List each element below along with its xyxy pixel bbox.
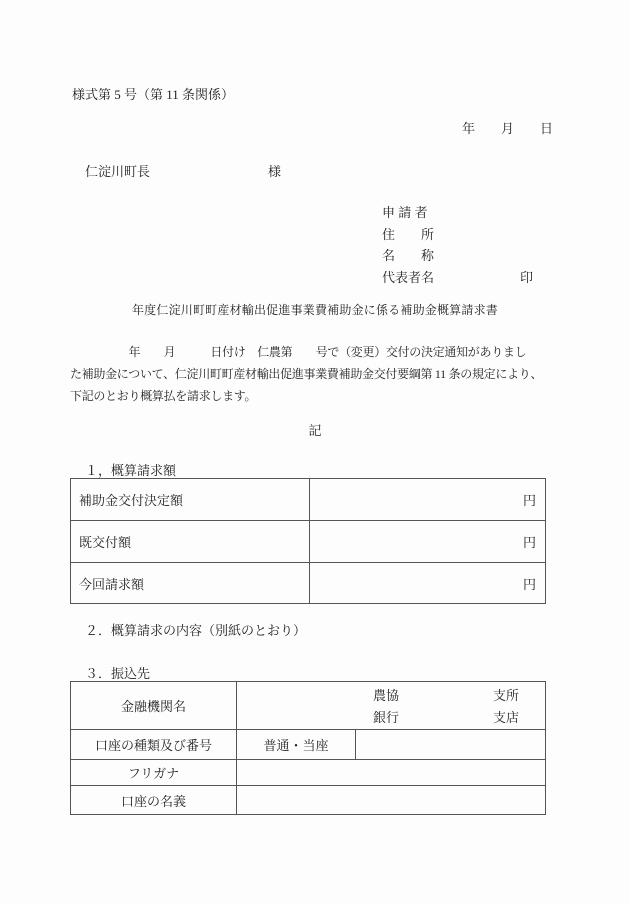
unit-label: 円 xyxy=(522,576,536,592)
body-line-1: 年 月 日付け 仁農第 号で（変更）交付の決定通知がありまし xyxy=(70,345,527,359)
furigana-cell xyxy=(237,760,546,786)
branch-type-branch: 支店 xyxy=(493,710,520,725)
table-row-requested-amount xyxy=(71,563,546,604)
table-row-bank-name xyxy=(71,682,546,730)
body-paragraph xyxy=(70,341,590,407)
section1-heading: １，概算請求額 xyxy=(85,463,177,478)
bank-type-bank: 銀行 xyxy=(373,710,400,725)
unit-label: 円 xyxy=(522,535,536,550)
row-label: 補助金交付決定額 xyxy=(71,479,310,521)
account-holder-label: 口座の名義 xyxy=(71,786,237,815)
amount-value-cell xyxy=(310,521,546,563)
applicant-address-label: 住 所 xyxy=(382,226,435,242)
row-label: 今回請求額 xyxy=(71,563,310,604)
estimate-amount-table xyxy=(70,478,546,604)
addressee-name: 仁淀川町長 xyxy=(85,164,151,179)
body-line-3: 下記のとおり概算払を請求します。 xyxy=(70,389,257,403)
seal-mark: 印 xyxy=(520,270,534,285)
applicant-name-label: 名 称 xyxy=(382,248,435,264)
applicant-representative-label: 代表者名 xyxy=(382,270,435,286)
bank-transfer-table xyxy=(70,681,546,815)
date-line: 年 月 日 xyxy=(461,121,553,136)
unit-label: 円 xyxy=(522,493,536,508)
section2-heading: ２．概算請求の内容（別紙のとおり） xyxy=(85,623,307,638)
amount-value-cell xyxy=(310,563,546,604)
amount-value-cell xyxy=(310,479,546,521)
table-row-paid-amount xyxy=(71,521,546,563)
row-label: 既交付額 xyxy=(71,521,310,563)
body-line-2: た補助金について、仁淀川町町産材輸出促進事業費補助金交付要綱第 11 条の規定により、 xyxy=(70,367,543,381)
bank-type-line-1 xyxy=(237,685,545,707)
table-row-decision-amount xyxy=(71,479,546,521)
table-row-account-type xyxy=(71,730,546,760)
account-holder-cell xyxy=(237,786,546,815)
account-number-cell xyxy=(356,730,546,760)
branch-type-office: 支所 xyxy=(493,688,520,703)
bank-name-cell xyxy=(237,682,546,730)
applicant-block xyxy=(382,202,434,289)
furigana-label: フリガナ xyxy=(71,760,237,786)
bank-type-line-2 xyxy=(237,707,545,729)
document-title: 年度仁淀川町町産材輸出促進事業費補助金に係る補助金概算請求書 xyxy=(131,303,498,317)
addressee-honorific: 様 xyxy=(268,164,282,179)
bank-name-label: 金融機関名 xyxy=(71,682,237,730)
record-mark: 記 xyxy=(308,423,322,438)
section3-heading: ３．振込先 xyxy=(85,666,151,681)
applicant-label: 申 請 者 xyxy=(382,205,428,220)
table-row-account-holder xyxy=(71,786,546,815)
bank-type-agri-coop: 農協 xyxy=(373,688,400,703)
table-row-furigana xyxy=(71,760,546,786)
form-number: 様式第 5 号（第 11 条関係） xyxy=(72,87,235,102)
account-type-label: 口座の種類及び番号 xyxy=(71,730,237,760)
account-type-options: 普通・当座 xyxy=(237,730,356,760)
